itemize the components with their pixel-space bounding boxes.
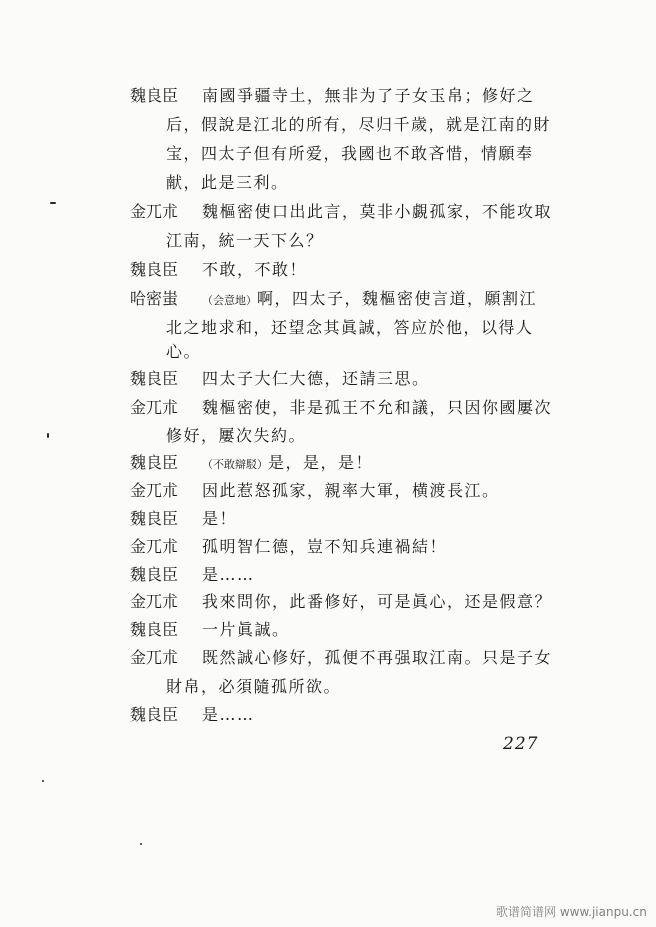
print-speck <box>42 780 44 782</box>
dialogue-line <box>166 677 341 697</box>
dialogue-line <box>130 537 447 557</box>
print-speck <box>140 843 142 845</box>
speaker-name: 金兀朮 <box>130 202 179 221</box>
dialogue-line <box>130 648 552 668</box>
dialogue-text: 南國爭疆寺土，無非为了子女玉帛；修好之 <box>202 86 535 105</box>
stage-direction: （不敢辯駁） <box>202 458 268 471</box>
dialogue-text: 魏樞密使，非是孤王不允和議，只因你國屢次 <box>202 398 553 417</box>
speaker-name: 金兀朮 <box>130 398 179 417</box>
speaker-name: 金兀朮 <box>130 481 179 500</box>
dialogue-text: 是…… <box>202 705 255 724</box>
dialogue-text: 四太子大仁大德，还請三思。 <box>202 369 430 388</box>
print-speck <box>50 202 56 204</box>
speaker-name: 魏良臣 <box>130 453 179 472</box>
speaker-name: 金兀朮 <box>130 592 179 611</box>
dialogue-text: 心。 <box>166 342 202 361</box>
speaker-name: 金兀朮 <box>130 537 179 556</box>
dialogue-line <box>166 115 551 135</box>
speaker-name: 魏良臣 <box>130 509 179 528</box>
dialogue-text: 修好，屢次失約。 <box>166 426 307 445</box>
dialogue-text: 后，假說是江北的所有，尽归千歲，就是江南的財 <box>166 115 552 134</box>
speaker-name: 魏良臣 <box>130 260 179 279</box>
watermark: 歌谱简谱网 www.jianpu.cn <box>496 905 647 919</box>
speaker-name: 哈密蚩 <box>130 289 179 308</box>
dialogue-line <box>166 426 306 446</box>
dialogue-text: 献，此是三利。 <box>166 173 289 192</box>
speaker-name: 金兀朮 <box>130 648 179 667</box>
dialogue-line <box>130 705 255 725</box>
speaker-name: 魏良臣 <box>130 86 179 105</box>
dialogue-text: 是！ <box>202 509 238 528</box>
dialogue-line <box>166 144 534 164</box>
page-number: 227 <box>503 734 539 754</box>
dialogue-line <box>130 260 307 280</box>
dialogue-line <box>130 369 430 389</box>
dialogue-line <box>166 342 201 362</box>
speaker-name: 魏良臣 <box>130 705 179 724</box>
dialogue-text: 不敢，不敢！ <box>202 260 308 279</box>
dialogue-line <box>130 398 552 418</box>
dialogue-line <box>166 231 324 251</box>
dialogue-line <box>130 620 290 640</box>
dialogue-line <box>166 318 534 338</box>
dialogue-text: 是…… <box>202 565 255 584</box>
dialogue-line <box>130 289 537 311</box>
speaker-name: 魏良臣 <box>130 369 179 388</box>
dialogue-line <box>130 592 552 612</box>
dialogue-line <box>130 86 535 106</box>
stage-direction: （会意地） <box>202 294 257 307</box>
dialogue-text: 我來問你，此番修好，可是眞心，还是假意？ <box>202 592 553 611</box>
dialogue-line <box>130 453 373 475</box>
dialogue-text: 北之地求和，还望念其眞誠，答应於他，以得人 <box>166 318 534 337</box>
dialogue-line <box>130 481 500 501</box>
dialogue-text: 啊，四太子，魏樞密使言道，願割江 <box>257 289 538 308</box>
dialogue-text: 魏樞密使口出此言，莫非小覷孤家，不能攻取 <box>202 202 553 221</box>
dialogue-text: 因此惹怒孤家，親率大軍，横渡長江。 <box>202 481 500 500</box>
dialogue-line <box>130 565 255 585</box>
dialogue-text: 一片眞誠。 <box>202 620 290 639</box>
dialogue-text: 是，是，是！ <box>268 453 374 472</box>
dialogue-text: 江南，統一天下么？ <box>166 231 324 250</box>
dialogue-line <box>166 173 289 193</box>
dialogue-text: 宝，四太子但有所爱，我國也不敢吝惜，情願奉 <box>166 144 534 163</box>
dialogue-line <box>130 202 552 222</box>
dialogue-line <box>130 509 237 529</box>
speaker-name: 魏良臣 <box>130 620 179 639</box>
dialogue-text: 既然誠心修好，孤便不再强取江南。只是子女 <box>202 648 553 667</box>
dialogue-text: 財帛，必須隨孤所欲。 <box>166 677 342 696</box>
speaker-name: 魏良臣 <box>130 565 179 584</box>
print-speck <box>47 433 49 438</box>
dialogue-text: 孤明智仁德，豈不知兵連禍結！ <box>202 537 448 556</box>
